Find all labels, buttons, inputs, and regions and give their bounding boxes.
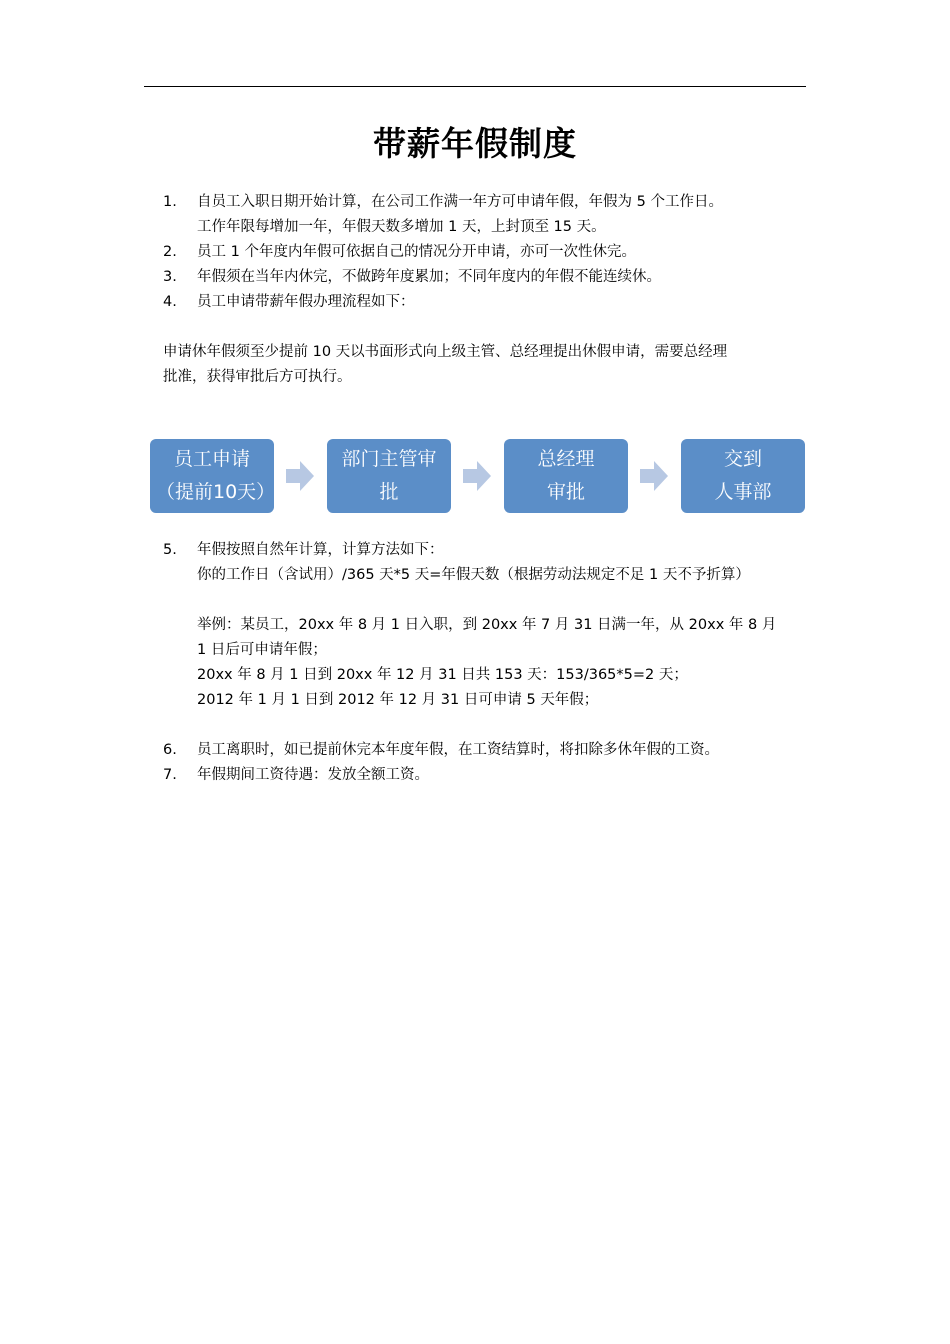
- page-title: 带薪年假制度: [373, 124, 577, 163]
- list-number: 1.: [163, 194, 177, 210]
- arrow-right-icon: [640, 461, 668, 491]
- list-number: 4.: [163, 294, 177, 310]
- list-item-5-line-2: 你的工作日（含试用）/365 天*5 天=年假天数（根据劳动法规定不足 1 天不予折算）: [197, 567, 750, 583]
- list-item-5-example-1: 举例：某员工，20xx 年 8 月 1 日入职，到 20xx 年 7 月 31 日满一年，从 20xx 年 8 月: [197, 617, 777, 633]
- list-item-7: 年假期间工资待遇：发放全额工资。: [197, 767, 429, 783]
- list-item-5-line-1: 年假按照自然年计算，计算方法如下：: [197, 542, 444, 558]
- list-item-5-example-2: 1 日后可申请年假；: [197, 642, 327, 658]
- paragraph-line-1: 申请休年假须至少提前 10 天以书面形式向上级主管、总经理提出休假申请，需要总经理: [163, 344, 728, 360]
- arrow-right-icon: [463, 461, 491, 491]
- list-item-1-line-1: 自员工入职日期开始计算，在公司工作满一年方可申请年假，年假为 5 个工作日。: [197, 194, 723, 210]
- flow-step-dept-manager: [327, 439, 451, 513]
- list-number: 5.: [163, 542, 177, 558]
- flow-step-general-manager: [504, 439, 628, 513]
- list-item-4: 员工申请带薪年假办理流程如下：: [197, 294, 415, 310]
- list-item-6: 员工离职时，如已提前休完本年度年假，在工资结算时，将扣除多休年假的工资。: [197, 742, 719, 758]
- list-item-5-example-4: 2012 年 1 月 1 日到 2012 年 12 月 31 日可申请 5 天年假；: [197, 692, 599, 708]
- flow-step-label: 批: [379, 481, 399, 503]
- flow-step-hr: [681, 439, 805, 513]
- flow-step-label: （提前10天）: [156, 481, 276, 503]
- flow-step-label: 审批: [546, 481, 585, 503]
- list-number: 7.: [163, 767, 177, 783]
- list-number: 3.: [163, 269, 177, 285]
- flow-step-label: 部门主管审: [341, 448, 437, 470]
- arrow-right-icon: [286, 461, 314, 491]
- flow-step-employee-apply: [150, 439, 274, 513]
- list-item-3: 年假须在当年内休完，不做跨年度累加；不同年度内的年假不能连续休。: [197, 269, 661, 285]
- list-number: 6.: [163, 742, 177, 758]
- flow-step-label: 员工申请: [173, 448, 250, 470]
- list-number: 2.: [163, 244, 177, 260]
- header-rule: [144, 86, 806, 87]
- flow-step-label: 人事部: [714, 481, 772, 503]
- list-item-1-line-2: 工作年限每增加一年，年假天数多增加 1 天，上封顶至 15 天。: [197, 219, 606, 235]
- list-item-5-example-3: 20xx 年 8 月 1 日到 20xx 年 12 月 31 日共 153 天：153/365*5=2 天；: [197, 667, 688, 683]
- paragraph-line-2: 批准，获得审批后方可执行。: [163, 369, 352, 385]
- flow-step-label: 交到: [723, 448, 762, 470]
- list-item-2: 员工 1 个年度内年假可依据自己的情况分开申请，亦可一次性休完。: [197, 244, 636, 260]
- flow-step-label: 总经理: [537, 448, 595, 470]
